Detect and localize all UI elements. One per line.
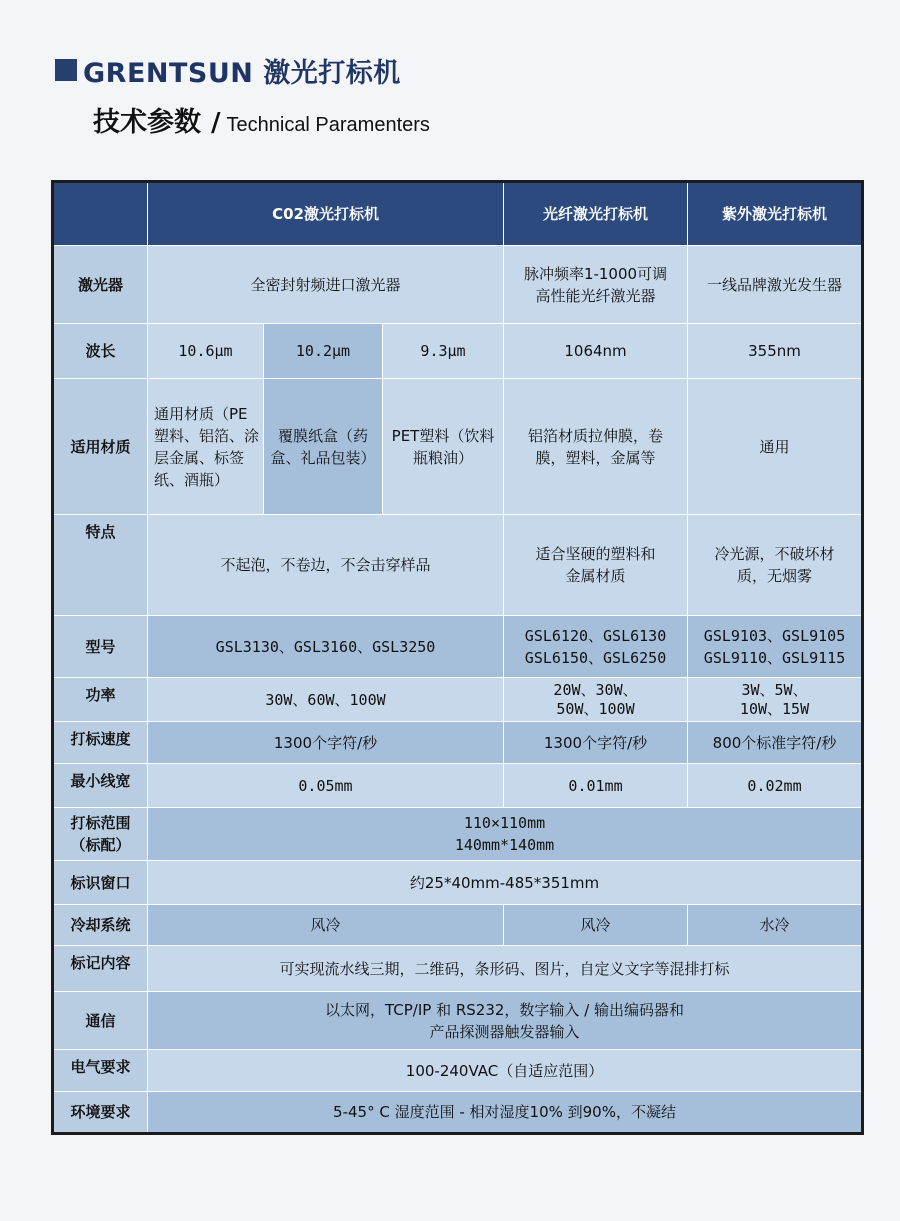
cell-material-co2-c: PET塑料（饮料瓶粮油） <box>383 379 504 515</box>
cell-laser-co2: 全密封射频进口激光器 <box>148 246 504 324</box>
cell-environment-value: 5-45° C 湿度范围 - 相对湿度10% 到90%，不凝结 <box>148 1092 863 1134</box>
cell-power-uv-line1: 3W、5W、 <box>741 680 808 699</box>
cell-material-uv: 通用 <box>688 379 863 515</box>
cell-feature-uv: 冷光源，不破坏材质，无烟雾 <box>688 515 863 616</box>
cell-range-line1: 110×110mm <box>463 814 546 832</box>
table-row <box>53 515 863 616</box>
header-uv: 紫外激光打标机 <box>688 182 863 246</box>
cell-speed-fiber: 1300个字符/秒 <box>504 722 688 764</box>
cell-material-co2-a: 通用材质（PE塑料、铝箔、涂层金属、标签纸、酒瓶） <box>148 379 264 515</box>
table-row <box>53 905 863 946</box>
cell-wavelength-fiber: 1064nm <box>504 324 688 379</box>
cell-model-uv <box>688 616 863 678</box>
header-co2: C02激光打标机 <box>148 182 504 246</box>
cell-speed-co2: 1300个字符/秒 <box>148 722 504 764</box>
table-row <box>53 616 863 678</box>
page-header <box>55 52 430 139</box>
square-bullet-icon <box>55 59 77 81</box>
cell-content-value: 可实现流水线三期，二维码，条形码、图片，自定义文字等混排打标 <box>148 946 863 992</box>
cell-feature-fiber: 适合坚硬的塑料和金属材质 <box>504 515 688 616</box>
row-label-linewidth: 最小线宽 <box>53 764 148 808</box>
subtitle-en: Technical Paramenters <box>226 114 430 136</box>
cell-laser-fiber-line2: 高性能光纤激光器 <box>535 286 656 305</box>
row-label-electric: 电气要求 <box>53 1050 148 1092</box>
row-label-range-line2: （标配） <box>70 836 131 854</box>
row-label-cooling: 冷却系统 <box>53 905 148 946</box>
cell-wavelength-co2-c: 9.3μm <box>383 324 504 379</box>
cell-model-fiber-line1: GSL6120、GSL6130 <box>524 626 667 645</box>
cell-linewidth-fiber: 0.01mm <box>504 764 688 808</box>
subtitle-cn: 技术参数 <box>93 107 201 138</box>
cell-cooling-uv: 水冷 <box>688 905 863 946</box>
header-corner <box>53 182 148 246</box>
cell-cooling-co2: 风冷 <box>148 905 504 946</box>
cell-speed-uv: 800个标准字符/秒 <box>688 722 863 764</box>
subtitle-row <box>93 100 430 139</box>
row-label-feature: 特点 <box>53 515 148 616</box>
table-row <box>53 1092 863 1134</box>
cell-wavelength-uv: 355nm <box>688 324 863 379</box>
cell-linewidth-uv: 0.02mm <box>688 764 863 808</box>
row-label-content: 标记内容 <box>53 946 148 992</box>
cell-power-uv-line2: 10W、15W <box>739 699 810 718</box>
cell-laser-fiber <box>504 246 688 324</box>
table-row <box>53 1050 863 1092</box>
cell-comm-value <box>148 992 863 1050</box>
table-row <box>53 946 863 992</box>
cell-model-uv-line1: GSL9103、GSL9105 <box>703 626 846 645</box>
cell-model-fiber <box>504 616 688 678</box>
table-header-row <box>53 182 863 246</box>
cell-material-co2-b: 覆膜纸盒（药盒、礼品包装） <box>264 379 383 515</box>
row-label-model: 型号 <box>53 616 148 678</box>
spec-table <box>51 180 864 1135</box>
table-row <box>53 324 863 379</box>
cell-power-uv <box>688 678 863 722</box>
cell-model-co2: GSL3130、GSL3160、GSL3250 <box>148 616 504 678</box>
cell-electric-value: 100-240VAC（自适应范围） <box>148 1050 863 1092</box>
cell-window-value: 约25*40mm-485*351mm <box>148 861 863 905</box>
cell-material-fiber: 铝箔材质拉伸膜，卷膜，塑料，金属等 <box>504 379 688 515</box>
cell-range-value <box>148 808 863 861</box>
cell-range-line2: 140mm*140mm <box>454 836 555 854</box>
subtitle-slash: / <box>211 108 221 138</box>
table-row <box>53 246 863 324</box>
cell-power-fiber <box>504 678 688 722</box>
row-label-material: 适用材质 <box>53 379 148 515</box>
cell-power-fiber-line2: 50W、100W <box>556 699 635 718</box>
table-row <box>53 808 863 861</box>
row-label-comm: 通信 <box>53 992 148 1050</box>
cell-model-fiber-line2: GSL6150、GSL6250 <box>524 648 667 667</box>
table-row <box>53 861 863 905</box>
cell-wavelength-co2-b: 10.2μm <box>264 324 383 379</box>
header-fiber: 光纤激光打标机 <box>504 182 688 246</box>
table-row <box>53 379 863 515</box>
cell-wavelength-co2-a: 10.6μm <box>148 324 264 379</box>
brand-row <box>55 52 430 88</box>
cell-laser-uv: 一线品牌激光发生器 <box>688 246 863 324</box>
cell-comm-line2: 产品探测器触发器输入 <box>429 1022 580 1041</box>
cell-model-uv-line2: GSL9110、GSL9115 <box>703 648 846 667</box>
table-row <box>53 992 863 1050</box>
cell-comm-line1: 以太网，TCP/IP 和 RS232，数字输入 / 输出编码器和 <box>324 1000 685 1019</box>
cell-feature-co2: 不起泡，不卷边，不会击穿样品 <box>148 515 504 616</box>
cell-linewidth-co2: 0.05mm <box>148 764 504 808</box>
cell-power-fiber-line1: 20W、30W、 <box>553 680 638 699</box>
table-row <box>53 764 863 808</box>
cell-power-co2: 30W、60W、100W <box>148 678 504 722</box>
row-label-range-line1: 打标范围 <box>70 814 131 832</box>
row-label-laser: 激光器 <box>53 246 148 324</box>
row-label-wavelength: 波长 <box>53 324 148 379</box>
row-label-speed: 打标速度 <box>53 722 148 764</box>
row-label-power: 功率 <box>53 678 148 722</box>
row-label-window: 标识窗口 <box>53 861 148 905</box>
table-row <box>53 722 863 764</box>
cell-cooling-fiber: 风冷 <box>504 905 688 946</box>
table-row <box>53 678 863 722</box>
brand-title: GRENTSUN 激光打标机 <box>83 57 401 89</box>
row-label-environment: 环境要求 <box>53 1092 148 1134</box>
cell-laser-fiber-line1: 脉冲频率1-1000可调 <box>523 264 668 283</box>
row-label-range <box>53 808 148 861</box>
